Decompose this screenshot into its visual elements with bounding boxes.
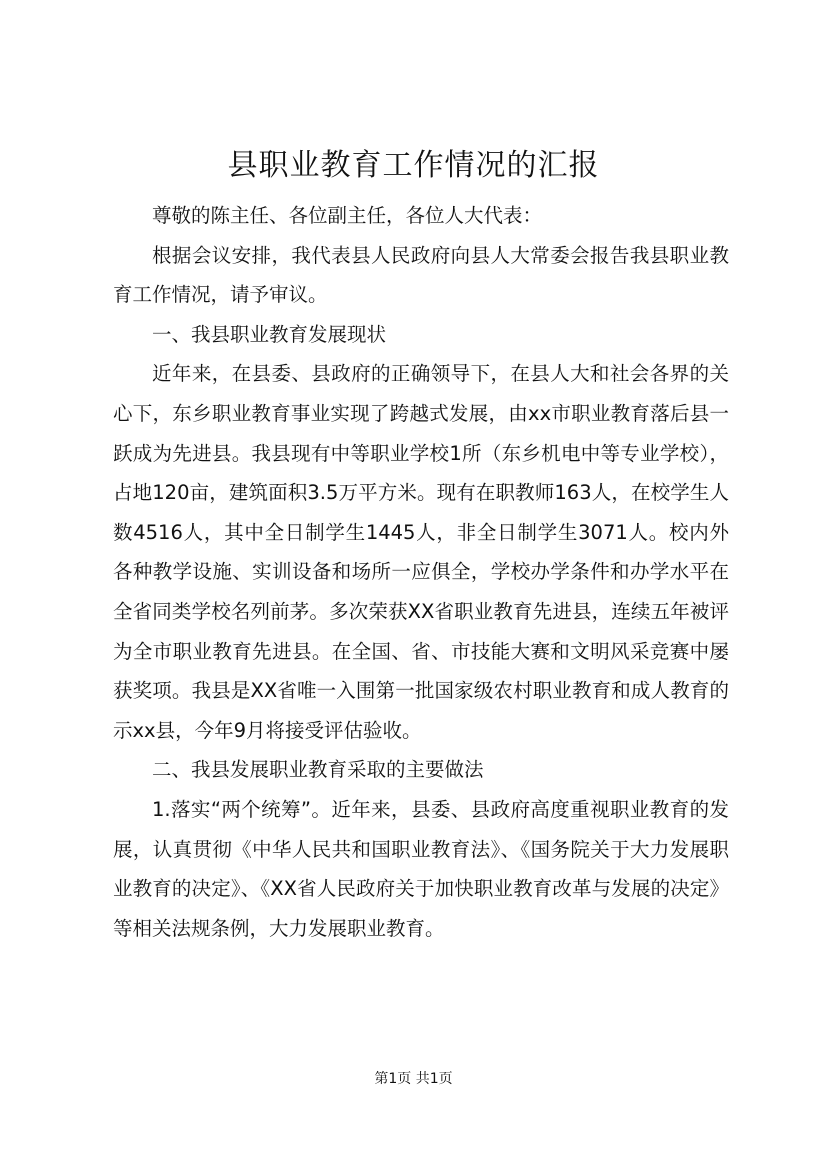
intro-paragraph: 根据会议安排，我代表县人民政府向县人大常委会报告我县职业教育工作情况，请予审议。 bbox=[113, 243, 729, 307]
salutation-paragraph: 尊敬的陈主任、各位副主任，各位人大代表： bbox=[152, 204, 543, 227]
measures-paragraph: 1.落实“两个统筹”。近年来，县委、县政府高度重视职业教育的发展，认真贯彻《中华人民共和国职业教育法》、《国务院关于大力发展职业教育的决定》、《XX省人民政府关于加快职业教育改革与发展的决定》等相关法规条例，大力发展职业教育。 bbox=[113, 797, 729, 940]
page-footer: 第1页 共1页 bbox=[374, 1071, 453, 1087]
section-heading-2: 二、我县发展职业教育采取的主要做法 bbox=[152, 758, 484, 782]
document-title: 县职业教育工作情况的汇报 bbox=[227, 148, 600, 183]
section-heading-1: 一、我县职业教育发展现状 bbox=[152, 322, 387, 346]
status-paragraph: 近年来，在县委、县政府的正确领导下，在县人大和社会各界的关心下，东乡职业教育事业实现了跨越式发展，由xx市职业教育落后县一跃成为先进县。我县现有中等职业学校1所（东乡机电中等专业学校），占地120亩，建筑面积3.5万平方米。现有在职教师163人，在校学生人数4516人，其中全日制学生1445人，非全日制学生3071人。校内外各种教学设施、实训设备和场所一应俱全，学校办学条件和办学水平在全省同类学校名列前茅。多次荣获XX省职业教育先进县，连续五年被评为全市职业教育先进县。在全国、省、市技能大赛和文明风采竞赛中屡获奖项。我县是XX省唯一入围第一批国家级农村职业教育和成人教育的示xx县，今年9月将接受评估验收。 bbox=[113, 362, 729, 742]
document-body bbox=[113, 196, 729, 948]
